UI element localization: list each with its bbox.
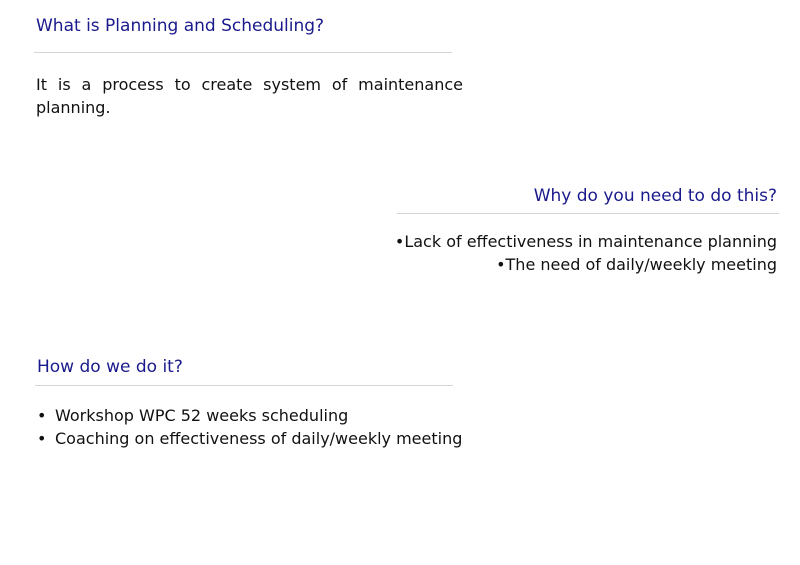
why-bullet-item — [386, 230, 777, 253]
what-is-paragraph: It is a process to create system of maintenance planning. — [36, 75, 463, 117]
what-is-heading: What is Planning and Scheduling? — [36, 16, 325, 36]
bullet-icon: • — [394, 232, 405, 251]
how-divider — [35, 385, 453, 386]
bullet-icon: • — [37, 406, 47, 425]
how-bullet-item — [37, 404, 462, 427]
how-bullet-list — [37, 404, 462, 450]
how-bullet-item — [37, 427, 462, 450]
why-bullet-text: Lack of effectiveness in maintenance planning — [404, 232, 777, 251]
bullet-icon: • — [37, 429, 47, 448]
how-bullet-text: Workshop WPC 52 weeks scheduling — [55, 406, 349, 425]
how-heading: How do we do it? — [37, 357, 183, 377]
bullet-icon: • — [496, 255, 506, 274]
why-divider — [397, 213, 779, 214]
why-bullet-text: The need of daily/weekly meeting — [505, 255, 777, 274]
why-bullet-list — [386, 230, 777, 276]
how-bullet-text: Coaching on effectiveness of daily/weekly meeting — [55, 429, 463, 448]
why-bullet-item — [386, 253, 777, 276]
what-is-divider — [34, 52, 452, 53]
why-heading: Why do you need to do this? — [533, 186, 777, 206]
